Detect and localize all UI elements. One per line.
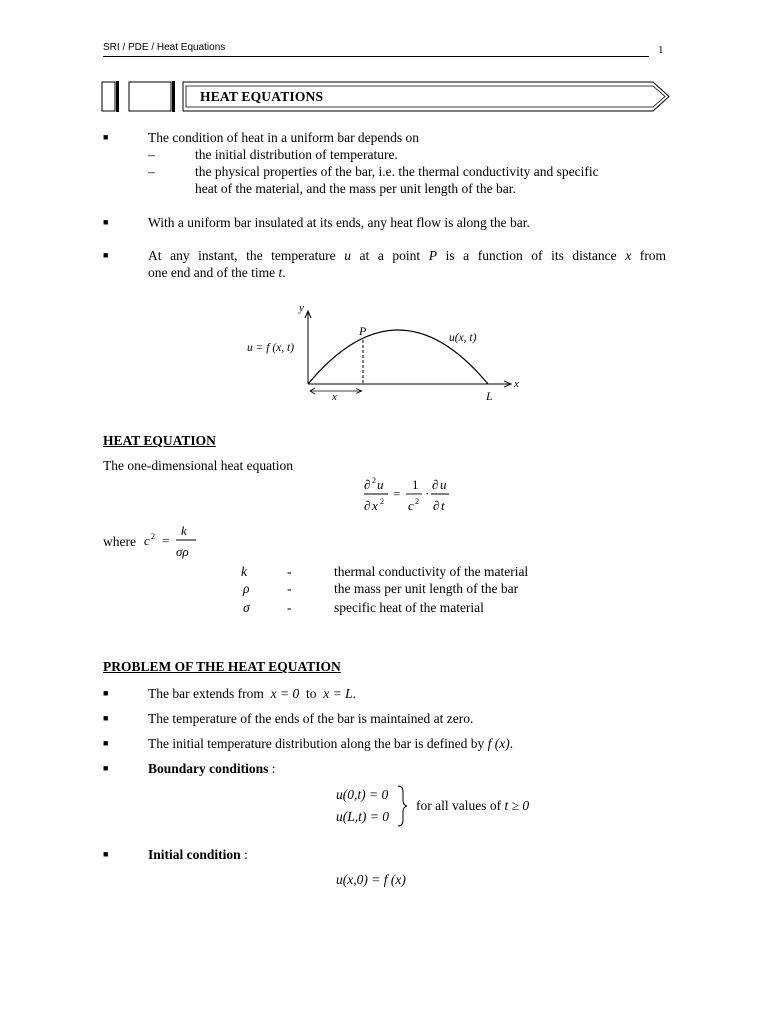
problem-bullet-3: The initial temperature distribution along the bar is defined by f (x). xyxy=(148,736,514,751)
intro-bullet-3-line-1: At any instant, the temperature u at a point P is a function of its distance x from xyxy=(148,248,667,263)
svg-text:2: 2 xyxy=(415,497,419,506)
symbol-rho-description: the mass per unit length of the bar xyxy=(334,581,519,596)
header-rule xyxy=(103,56,649,57)
problem-bullet-4: Boundary conditions : xyxy=(148,761,276,776)
dash-marker: – xyxy=(148,164,155,179)
svg-text:u: u xyxy=(377,477,384,492)
curly-brace xyxy=(396,784,408,828)
symbol-k-description: thermal conductivity of the material xyxy=(334,564,529,579)
bullet-marker: ■ xyxy=(103,738,109,748)
where-label: where xyxy=(103,534,136,549)
bullet-marker: ■ xyxy=(103,763,109,773)
svg-text:2: 2 xyxy=(372,476,376,485)
heat-equation-intro: The one-dimensional heat equation xyxy=(103,458,294,473)
bullet-marker: ■ xyxy=(103,688,109,698)
symbol-rho: ρ xyxy=(243,581,250,596)
bullet-marker: ■ xyxy=(103,132,109,142)
symbol-sigma-description: specific heat of the material xyxy=(334,600,484,615)
problem-bullet-5: Initial condition : xyxy=(148,847,248,862)
intro-bullet-1: The condition of heat in a uniform bar depends on xyxy=(148,130,420,145)
curve-label: u(x, t) xyxy=(449,332,477,344)
svg-text:∂: ∂ xyxy=(364,498,371,513)
bullet-marker: ■ xyxy=(103,217,109,227)
problem-bullet-1: The bar extends from x = 0 to x = L. xyxy=(148,686,356,701)
length-label: L xyxy=(486,389,493,403)
svg-text:=: = xyxy=(393,486,401,501)
svg-text:k: k xyxy=(181,523,187,538)
section-heading-problem: PROBLEM OF THE HEAT EQUATION xyxy=(103,659,341,674)
svg-text:·: · xyxy=(425,486,430,501)
intro-sub-2a: the physical properties of the bar, i.e. the thermal conductivity and specific xyxy=(195,164,599,179)
bullet-marker: ■ xyxy=(103,713,109,723)
intro-bullet-3-line-2: one end and of the time t. xyxy=(148,265,286,280)
bullet-marker: ■ xyxy=(103,849,109,859)
symbol-dash: - xyxy=(287,564,292,579)
title-banner xyxy=(100,78,672,114)
running-header: SRI / PDE / Heat Equations xyxy=(103,42,226,53)
page-number: 1 xyxy=(658,44,664,56)
boundary-condition-1: u(0,t) = 0 xyxy=(336,787,389,802)
svg-text:∂: ∂ xyxy=(364,477,371,492)
svg-text:σρ: σρ xyxy=(176,544,189,559)
heat-equation-formula xyxy=(360,474,456,516)
boundary-condition-2: u(L,t) = 0 xyxy=(336,809,389,824)
svg-text:2: 2 xyxy=(151,532,155,541)
svg-text:1: 1 xyxy=(412,477,419,492)
svg-text:u: u xyxy=(440,477,447,492)
c-squared-definition xyxy=(143,520,203,562)
symbol-dash: - xyxy=(287,581,292,596)
problem-bullet-2: The temperature of the ends of the bar is maintained at zero. xyxy=(148,711,474,726)
intro-bullet-2: With a uniform bar insulated at its ends, any heat flow is along the bar. xyxy=(148,215,530,230)
svg-text:x: x xyxy=(372,498,378,513)
page-title: HEAT EQUATIONS xyxy=(200,89,324,104)
bullet-marker: ■ xyxy=(103,250,109,260)
svg-text:∂: ∂ xyxy=(433,498,440,513)
svg-text:c: c xyxy=(408,498,414,513)
symbol-k: k xyxy=(241,564,247,579)
dash-marker: – xyxy=(148,147,155,162)
function-label: u = f (x, t) xyxy=(247,342,295,354)
svg-text:=: = xyxy=(162,533,170,548)
svg-text:t: t xyxy=(441,498,445,513)
boundary-condition-scope: for all values of t ≥ 0 xyxy=(416,798,530,813)
section-heading-heat-equation: HEAT EQUATION xyxy=(103,433,216,448)
y-axis-label: y xyxy=(299,302,304,314)
symbol-dash: - xyxy=(287,600,292,615)
svg-text:2: 2 xyxy=(380,497,384,506)
distance-label: x xyxy=(332,391,337,403)
intro-sub-2b: heat of the material, and the mass per unit length of the bar. xyxy=(195,181,516,196)
x-axis-label: x xyxy=(514,378,519,390)
svg-text:c: c xyxy=(144,533,150,548)
symbol-sigma: σ xyxy=(243,600,250,615)
initial-condition: u(x,0) = f (x) xyxy=(336,872,406,887)
intro-sub-1: the initial distribution of temperature. xyxy=(195,147,398,162)
point-p-label: P xyxy=(359,324,367,338)
svg-text:∂: ∂ xyxy=(432,477,439,492)
